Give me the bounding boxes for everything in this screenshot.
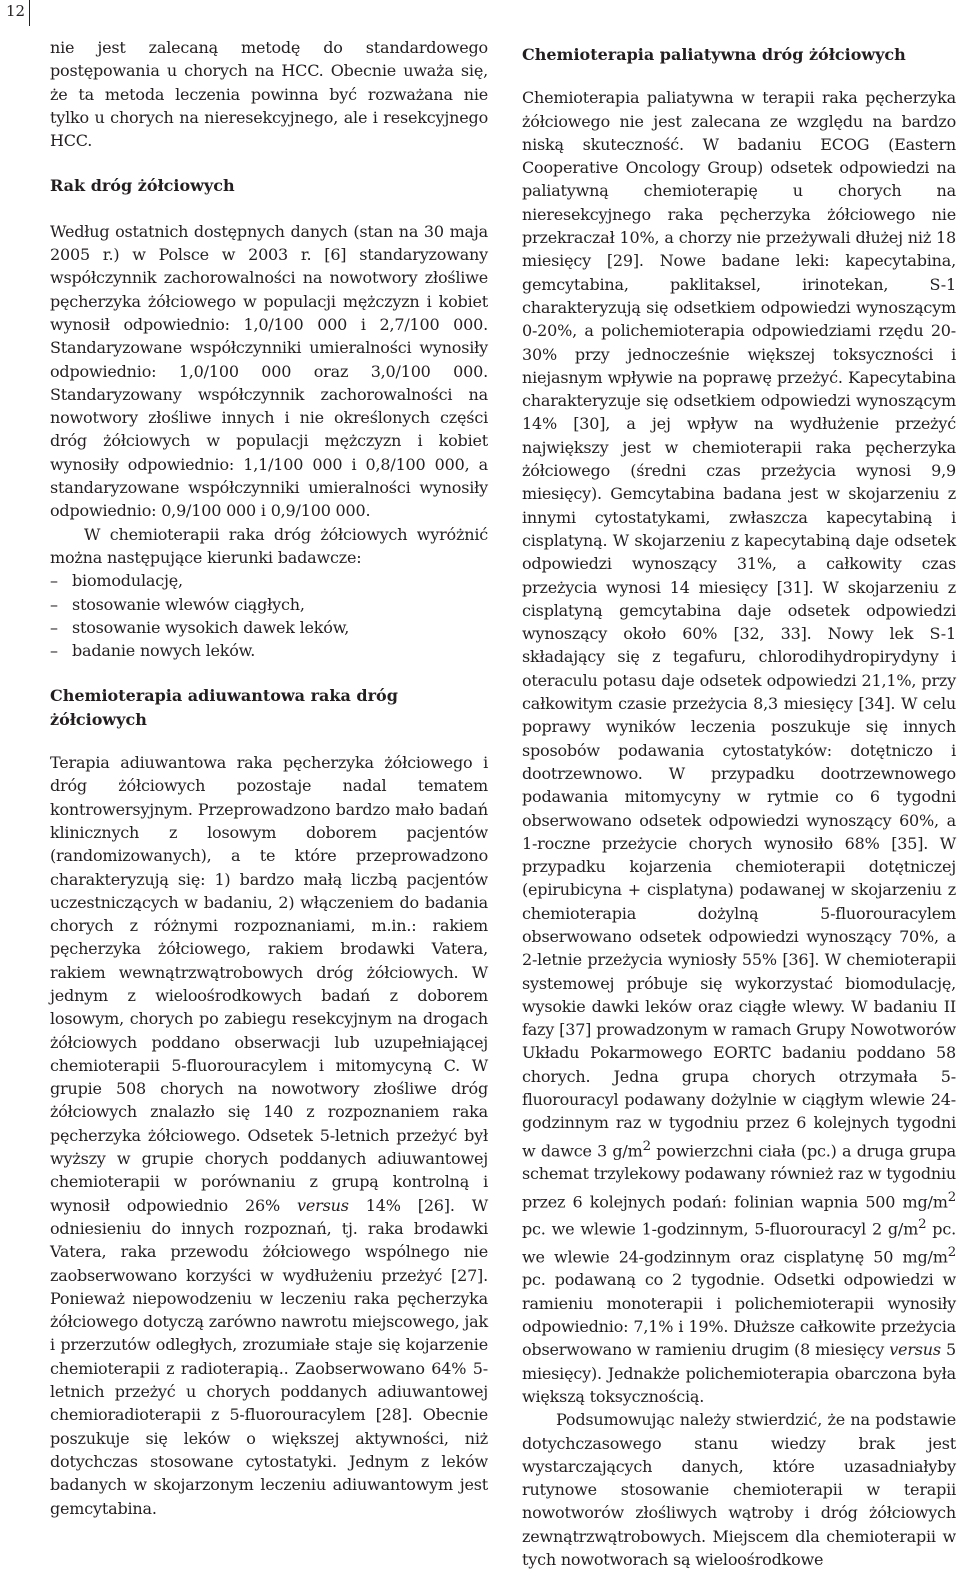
italic-versus: versus xyxy=(889,1340,941,1360)
superscript: 2 xyxy=(642,1138,651,1154)
paragraph-epidemiology: Według ostatnich dostępnych danych (stan na 30 maja 2005 r.) w Polsce w 2003 r. [6] standaryzowany współczynnik zachorowalności na nowotwory złośliwe pęcherzyka żółciowego w populacji mężczyzn i kobiet wynosił odpowiednio: 1,0/100 000 i 2,7/100 000. Standaryzowane współczynniki umieralności wynosiły odpowiednio: 1,0/100 000 oraz 3,0/100 000. Standaryzowany współczynnik zachorowalności na nowotwory złośliwe innych i nie określonych części dróg żółciowych w populacji mężczyzn i kobiet wynosiły odpowiednio: 1,1/100 000 i 0,8/100 000, a standaryzowane współczynniki umieralności wynosiły odpowiednio: 0,9/100 000 i 0,9/100 000. xyxy=(50,221,488,521)
research-directions-list xyxy=(50,569,488,662)
paragraph-research-directions: W chemioterapii raka dróg żółciowych wyróżnić można następujące kierunki badawcze: xyxy=(50,524,488,567)
text-run: Chemioterapia paliatywna w terapii raka pęcherzyka żółciowego nie jest zalecana ze względu na bardzo niską skuteczność. W badaniu ECOG (Eastern Cooperative Oncology Group) odsetek odpowiedzi na paliatywną chemioterapię u chorych na nieresekcyjnego raka pęcherzyka żółciowego nie przekraczał 10%, a chorzy nie przeżywali dłużej niż 18 miesięcy [29]. Nowe badane leki: kapecytabina, gemcytabina, paklitaksel, irinotekan, S-1 charakteryzują się odsetkiem odpowiedzi wynoszącym 0-20%, a polichemioterapia odpowiedziami rzędu 20-30% przy jednocześnie większej toksyczności i niejasnym wpływie na poprawę przeżyć. Kapecytabina charakteryzuje się odsetkiem odpowiedzi wynoszącym 14% [30], a jej wpływ na wydłużenie przeżyć największy jest w chemioterapii raka pęcherzyka żółciowego (średni czas przeżycia wynosi 9,9 miesięcy). Gemcytabina badana jest w skojarzeniu z innymi cytostatykami, zwłaszcza kapecytabiną i cisplatyną. W skojarzeniu z kapecytabiną daje odsetek odpowiedzi wynoszący 31%, a całkowity czas przeżycia wynosi 14 miesięcy [31]. W skojarzeniu z cisplatyną gemcytabina daje odsetek odpowiedzi wynoszący około 60% [32, 33]. Nowy lek S-1 składający się z tegafuru, chlorodihydropirydyny i oteraculu potasu daje odsetek odpowiedzi 21,1%, przy całkowitym czasie przeżycia 8,3 miesięcy [34]. W celu poprawy wyników leczenia poszukuje się innych sposobów podawania cytostatyków: dotętniczo i dootrzewnowo. W przypadku dootrzewnowego podawania mitomycyny w rytmie co 6 tygodni obserwowano odsetek odpowiedzi wynoszący 60%, a 1-roczne przeżycie chorych wynosiło 68% [35]. W przypadku kojarzenia chemioterapii dotętniczej (epirubicyna + cisplatyna) podawanej w skojarzeniu z chemioterapia dożylną 5-fluorouracylem obserwowano odsetek odpowiedzi wynoszący 70%, a 2-letnie przeżycia wyniosły 55% [36]. W chemioterapii systemowej próbuje się wykorzystać biomodulację, wysokie dawki leków oraz ciągłe wlewy. W badaniu II fazy [37] prowadzonym w ramach Grupy Nowotworów Układu Pokarmowego EORTC badaniu poddano 58 chorych. Jedna grupa chorych otrzymała 5-fluorouracyl podawany dożylnie w ciągłym wlewie 24-godzinnym raz w tygodniu przez 6 kolejnych tygodni w dawce 3 g/m xyxy=(522,88,956,1160)
text-run: Terapia adiuwantowa raka pęcherzyka żółciowego i dróg żółciowych pozostaje nadal tematem kontrowersyjnym. Przeprowadzono bardzo mało badań klinicznych z losowym doborem pacjentów (randomizowanych), a te które przeprowadzono charakteryzują się: 1) bardzo małą liczbą pacjentów uczestniczących w badaniu, 2) włączeniem do badania chorych z różnymi rozpoznaniami, m.in.: rakiem pęcherzyka żółciowego, rakiem brodawki Vatera, rakiem wewnątrzwątrobowych dróg żółciowych. W jednym z wieloośrodkowych badań z doborem losowym, chorych po zabiegu resekcyjnym na drogach żółciowych poddano obserwacji lub uzupełniającej chemioterapii 5-fluorouracylem i mitomycyną C. W grupie 508 chorych na nowotwory złośliwe dróg żółciowych znalazło się 140 z rozpoznaniem raka pęcherzyka żółciowego. Odsetek 5-letnich przeżyć był wyższy w grupie chorych poddanych adiuwantowej chemioterapii w porównaniu z grupą kontrolną i wynosił odpowiednio 26% xyxy=(50,753,488,1215)
paragraph-hcc-continuation: nie jest zalecaną metodę do standardowego postępowania u chorych na HCC. Obecnie uważa się, że ta metoda leczenia powinna być rozważana nie tylko u chorych na nieresekcyjnego, ale i resekcyjnego HCC. xyxy=(50,38,488,151)
heading-adjuvant-chemotherapy: Chemioterapia adiuwantowa raka dróg żółciowych xyxy=(50,686,398,729)
paragraph-summary: Podsumowując należy stwierdzić, że na podstawie dotychczasowego stanu wiedzy brak jest wystarczających danych, które uzasadniałyby rutynowe stosowanie chemioterapii w terapii nowotworów złośliwych wątroby i dróg żółciowych zewnątrzwątrobowych. Miejscem dla chemioterapii w tych nowotworach są wieloośrodkowe xyxy=(522,1410,956,1570)
list-item: – badanie nowych leków. xyxy=(50,639,488,662)
italic-versus: versus xyxy=(297,1195,349,1215)
list-item: – stosowanie wysokich dawek leków, xyxy=(50,616,488,639)
text-run: pc. podawaną co 2 tygodnie. Odsetki odpowiedzi w ramieniu monoterapii i polichemioterapii wynosiły odpowiednio: 7,1% i 19%. Dłuższe całkowite przeżycia obserwowano w ramieniu drugim (8 miesięcy xyxy=(522,1270,956,1360)
heading-palliative-chemotherapy: Chemioterapia paliatywna dróg żółciowych xyxy=(522,45,906,64)
text-run: powierzchni ciała (pc.) a druga grupa schemat trzylekowy podawany również raz w tygodniu przez 6 kolejnych podań: folinian wapnia 500 mg/m xyxy=(522,1140,956,1211)
paragraph-palliative-therapy xyxy=(522,86,956,1408)
text-run: 5 miesięcy). Jednakże polichemioterapia obarczona była większą toksycznością. xyxy=(522,1340,956,1406)
superscript: 2 xyxy=(947,1244,956,1260)
superscript: 2 xyxy=(918,1217,927,1233)
superscript: 2 xyxy=(947,1189,956,1205)
text-run: 14% [26]. W odniesieniu do innych rozpoznań, tj. raka brodawki Vatera, raka przewodu żółciowego wspólnego nie zaobserwowano korzyści w wydłużeniu przeżyć [27]. Ponieważ niepowodzeniu w leczeniu raka pęcherzyka żółciowego dotyczą zarówno nawrotu miejscowego, jak i przerzutów odległych, zrozumiałe staje się kojarzenie chemioterapii z radioterapią.. Zaobserwowano 64% 5-letnich przeżyć u chorych poddanych adiuwantowej chemioradioterapii z 5-fluorouracylem [28]. Obecnie poszukuje się leków o większej aktywności, niż dotychczas stosowane cytostatyki. Jednym z leków badanych w skojarzonym leczeniu adiuwantowym jest gemcytabina. xyxy=(50,1195,488,1518)
heading-rak-drog-zolciowych: Rak dróg żółciowych xyxy=(50,176,235,196)
paragraph-adjuvant-therapy xyxy=(50,751,488,1520)
left-column xyxy=(50,36,488,1520)
page-number-rule xyxy=(29,0,30,26)
text-run: pc. we wlewie 24-godzinnym oraz cisplatynę 50 mg/m xyxy=(522,1219,956,1267)
text-run: pc. we wlewie 1-godzinnym, 5-fluorouracyl 2 g/m xyxy=(522,1219,919,1239)
right-column xyxy=(522,36,956,1571)
list-item: – biomodulację, xyxy=(50,569,488,592)
list-item: – stosowanie wlewów ciągłych, xyxy=(50,593,488,616)
page-number: 12 xyxy=(6,2,26,20)
